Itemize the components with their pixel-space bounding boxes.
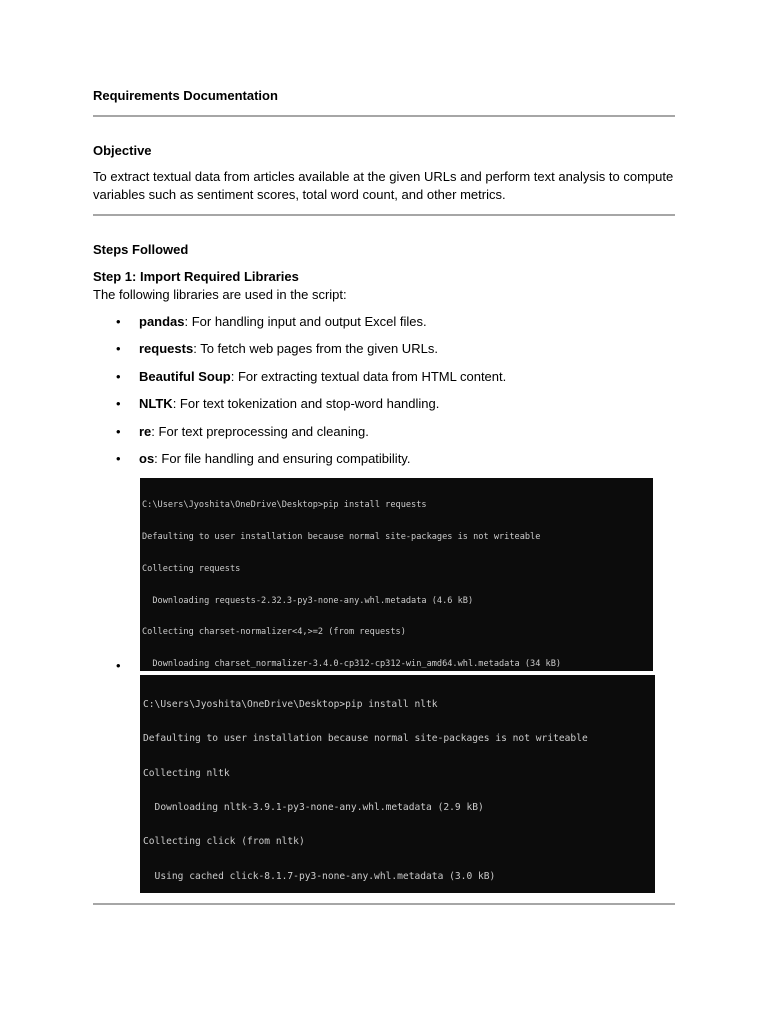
terminal-line: C:\Users\Jyoshita\OneDrive\Desktop>pip install nltk xyxy=(143,698,438,710)
list-item xyxy=(93,424,506,451)
bullet-icon: • xyxy=(116,423,121,439)
list-item xyxy=(93,314,506,341)
terminal-line: Downloading nltk-3.9.1-py3-none-any.whl.metadata (2.9 kB) xyxy=(143,801,484,813)
terminal-line: Defaulting to user installation because normal site-packages is not writeable xyxy=(142,531,541,542)
horizontal-rule xyxy=(93,115,675,117)
library-desc: : For text tokenization and stop-word handling. xyxy=(172,396,440,412)
terminal-line: Downloading charset_normalizer-3.4.0-cp312-cp312-win_amd64.whl.metadata (34 kB) xyxy=(142,659,562,670)
library-desc: : For text preprocessing and cleaning. xyxy=(151,423,369,439)
terminal-line: Downloading requests-2.32.3-py3-none-any.whl.metadata (4.6 kB) xyxy=(142,595,474,606)
list-item xyxy=(93,341,506,368)
bullet-icon: • xyxy=(116,450,121,466)
terminal-screenshot-pip-nltk xyxy=(140,675,655,893)
library-name: re xyxy=(139,423,152,439)
objective-text: To extract textual data from articles available at the given URLs and perform text analysis to compute variables such as sentiment scores, total word count, and other metrics. xyxy=(93,169,674,202)
list-item xyxy=(93,369,506,396)
library-name: NLTK xyxy=(139,396,173,412)
bullet-icon: • xyxy=(116,314,121,329)
library-desc: : To fetch web pages from the given URLs. xyxy=(193,341,438,357)
horizontal-rule xyxy=(93,903,675,905)
library-name: requests xyxy=(139,341,194,357)
terminal-line: Collecting nltk xyxy=(143,767,230,779)
terminal-screenshot-pip-requests xyxy=(140,478,653,671)
terminal-line: Using cached click-8.1.7-py3-none-any.whl.metadata (3.0 kB) xyxy=(143,870,496,882)
library-name: os xyxy=(139,450,155,466)
library-desc: : For extracting textual data from HTML content. xyxy=(230,368,507,384)
library-desc: : For file handling and ensuring compatibility. xyxy=(154,450,411,466)
terminal-line: Collecting click (from nltk) xyxy=(143,836,305,848)
bullet-icon: • xyxy=(116,396,121,412)
library-name: pandas xyxy=(139,314,185,329)
bullet-icon: • xyxy=(116,341,121,357)
bullet-icon: • xyxy=(116,368,121,384)
list-item xyxy=(93,451,506,478)
objective-heading: Objective xyxy=(93,143,152,158)
bullet-icon: • xyxy=(116,658,121,673)
step1-heading: Step 1: Import Required Libraries xyxy=(93,269,299,284)
library-name: Beautiful Soup xyxy=(139,368,231,384)
step1-intro: The following libraries are used in the script: xyxy=(93,287,347,302)
terminal-line: Collecting requests xyxy=(142,563,241,574)
library-list xyxy=(93,314,506,478)
horizontal-rule xyxy=(93,214,675,216)
terminal-line: Defaulting to user installation because normal site-packages is not writeable xyxy=(143,733,588,745)
library-desc: : For handling input and output Excel files. xyxy=(184,314,427,329)
document-title: Requirements Documentation xyxy=(93,88,278,103)
terminal-line: C:\Users\Jyoshita\OneDrive\Desktop>pip install requests xyxy=(142,500,427,511)
list-item xyxy=(93,396,506,423)
terminal-line: Collecting charset-normalizer<4,>=2 (from requests) xyxy=(142,627,406,638)
steps-heading: Steps Followed xyxy=(93,242,189,257)
